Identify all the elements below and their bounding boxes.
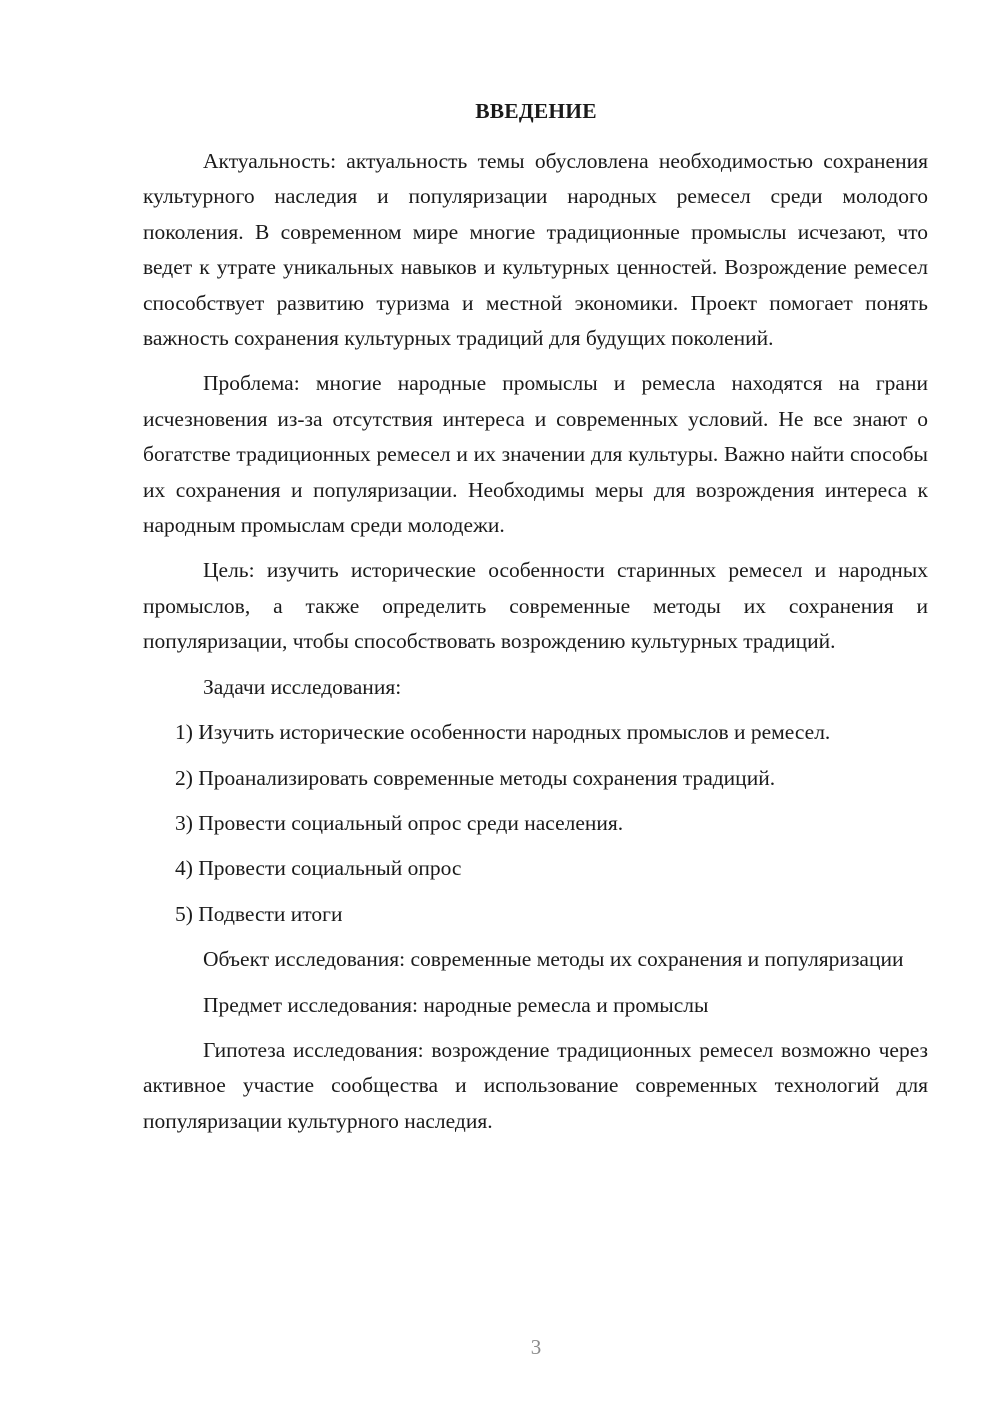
goal-paragraph: Цель: изучить исторические особенности старинных ремесел и народных промыслов, а также определить современные методы их сохранения и популяризации, чтобы способствовать возрождению культурных традиций.	[143, 558, 928, 654]
task-item-1: 1) Изучить исторические особенности народных промыслов и ремесел.	[175, 720, 831, 745]
task-item-5: 5) Подвести итоги	[175, 901, 343, 926]
relevance-paragraph: Актуальность: актуальность темы обусловлена необходимостью сохранения культурного наследия и популяризации народных ремесел среди молодого поколения. В современном мире многие традиционные промыслы исчезают, что ведет к утрате уникальных навыков и культурных ценностей. Возрождение ремесел способствует развитию туризма и местной экономики. Проект помогает понять важность сохранения культурных традиций для будущих поколений.	[143, 149, 928, 351]
subject-paragraph: Предмет исследования: народные ремесла и промыслы	[203, 992, 709, 1017]
problem-paragraph: Проблема: многие народные промыслы и ремесла находятся на грани исчезновения из-за отсутствия интереса и современных условий. Не все знают о богатстве традиционных ремесел и их значении для культуры. Важно найти способы их сохранения и популяризации. Необходимы меры для возрождения интереса к народным промыслам среди молодежи.	[143, 371, 928, 538]
document-body	[143, 144, 928, 1149]
task-item-3: 3) Провести социальный опрос среди населения.	[175, 810, 624, 835]
object-paragraph: Объект исследования: современные методы их сохранения и популяризации	[203, 947, 904, 972]
tasks-heading: Задачи исследования:	[203, 674, 402, 699]
tasks-list	[143, 715, 928, 932]
task-item-4: 4) Провести социальный опрос	[175, 856, 462, 881]
hypothesis-paragraph: Гипотеза исследования: возрождение традиционных ремесел возможно через активное участие сообщества и использование современных технологий для популяризации культурного наследия.	[143, 1037, 928, 1133]
task-item-2: 2) Проанализировать современные методы сохранения традиций.	[175, 765, 776, 790]
page-number: 3	[530, 1335, 542, 1359]
section-title: ВВЕДЕНИЕ	[475, 99, 597, 123]
